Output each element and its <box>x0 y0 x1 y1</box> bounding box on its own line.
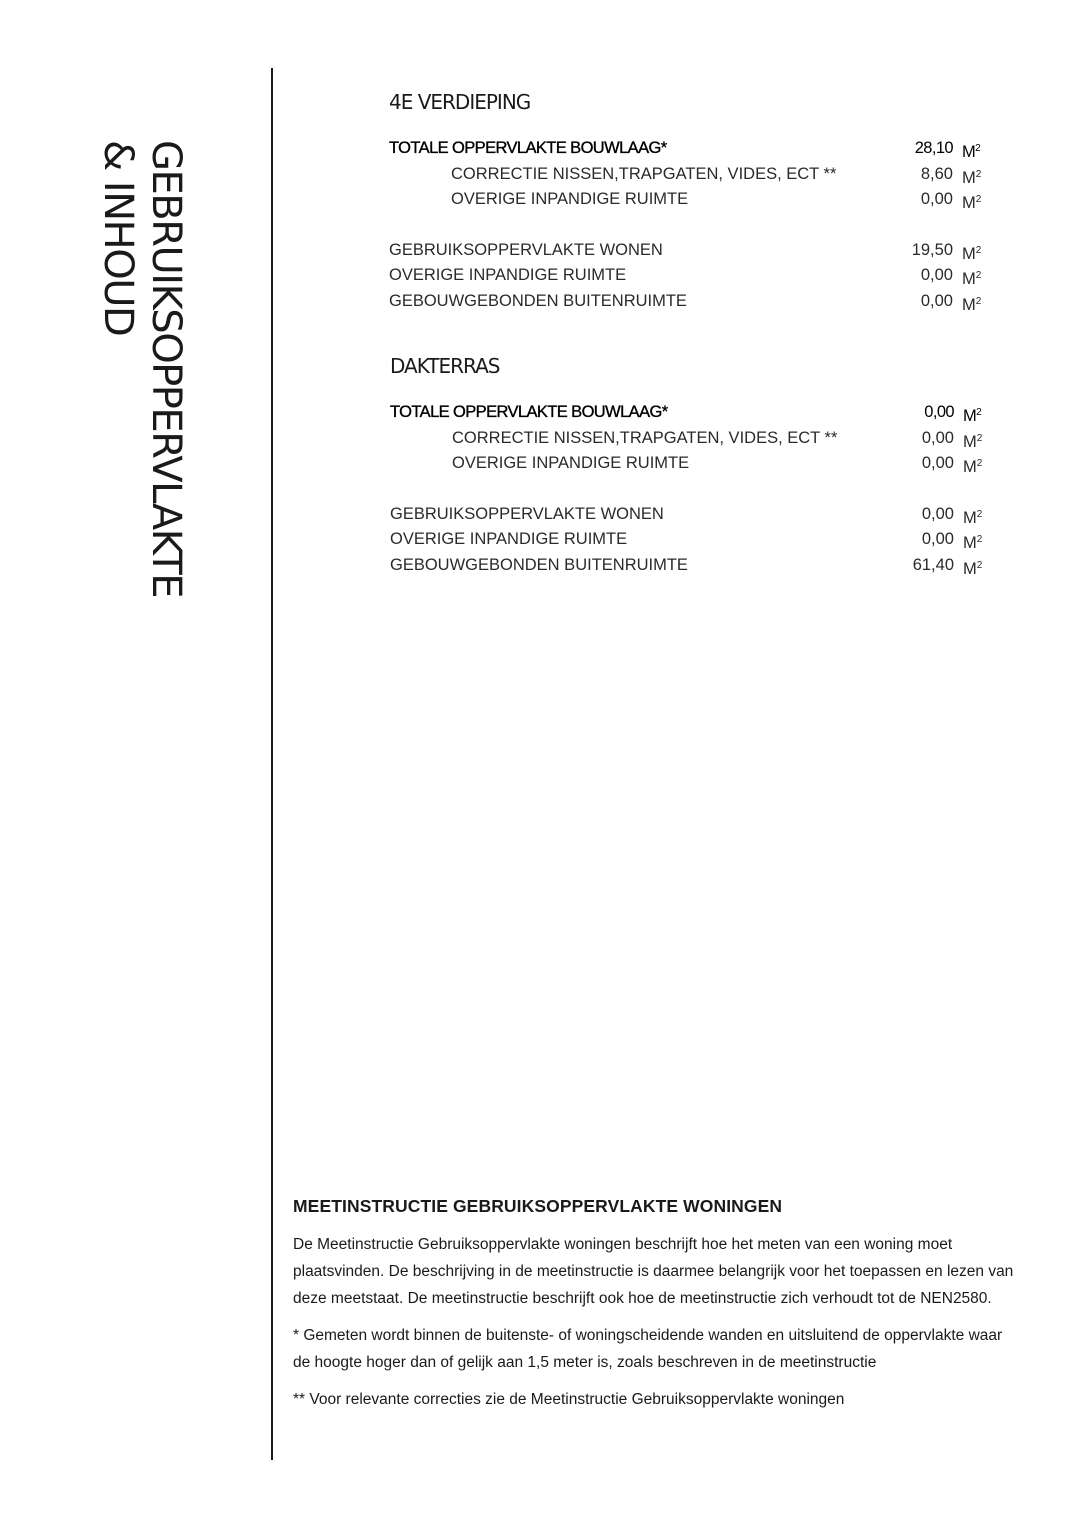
side-title-line1: GEBRUIKSOPPERVLAKTE <box>143 140 189 598</box>
table-row <box>389 136 989 162</box>
row-label: GEBRUIKSOPPERVLAKTE WONEN <box>390 504 664 523</box>
row-label: GEBOUWGEBONDEN BUITENRUIMTE <box>389 291 687 310</box>
row-value: 28,10 <box>914 139 953 157</box>
table-row <box>390 451 990 477</box>
row-unit: $M^2$ <box>962 295 982 314</box>
table-row <box>389 238 989 264</box>
row-label: OVERIGE INPANDIGE RUIMTE <box>389 266 627 284</box>
row-unit: $M^2$ <box>963 407 982 425</box>
row-unit: $M^2$ <box>963 432 983 451</box>
side-title-line2: & INHOUD <box>95 140 141 336</box>
section-heading: 4E VERDIEPING <box>389 90 531 114</box>
table-row <box>389 187 989 213</box>
vertical-divider <box>271 68 273 1460</box>
row-unit: $M^2$ <box>962 194 982 212</box>
instruction-footnote-1: * Gemeten wordt binnen de buitenste- of woningscheidende wanden en uitsluitend de oppervlakte waar de hoogte hoger dan of gelijk aan 1,5 meter is, zoals beschreven in de meetinstructie <box>293 1327 1003 1371</box>
row-unit: $M^2$ <box>963 534 983 552</box>
row-label: CORRECTIE NISSEN,TRAPGATEN, VIDES, ECT ** <box>451 164 837 183</box>
row-unit: $M^2$ <box>962 168 982 187</box>
row-label: OVERIGE INPANDIGE RUIMTE <box>390 530 628 548</box>
row-value: 0,00 <box>921 454 954 472</box>
row-label: GEBOUWGEBONDEN BUITENRUIMTE <box>390 555 688 574</box>
instruction-title: MEETINSTRUCTIE GEBRUIKSOPPERVLAKTE WONINGEN <box>293 1196 783 1216</box>
row-value: 0,00 <box>924 403 954 421</box>
table-row <box>389 289 989 315</box>
row-value: 0,00 <box>921 504 954 523</box>
row-unit: $M^2$ <box>963 458 983 476</box>
table-row <box>390 502 990 528</box>
row-unit: $M^2$ <box>963 559 983 578</box>
table-row <box>390 400 990 426</box>
row-label: TOTALE OPPERVLAKTE BOUWLAAG* <box>389 139 667 157</box>
section-4e-verdieping <box>389 87 989 314</box>
row-value: 0,00 <box>920 266 953 284</box>
row-value: 0,00 <box>920 291 953 310</box>
row-label: CORRECTIE NISSEN,TRAPGATEN, VIDES, ECT ** <box>452 428 838 447</box>
row-label: OVERIGE INPANDIGE RUIMTE <box>452 454 690 472</box>
instruction-footnote-2: ** Voor relevante correcties zie de Meetinstructie Gebruiksoppervlakte woningen <box>293 1391 845 1408</box>
row-value: 8,60 <box>920 164 953 183</box>
row-label: OVERIGE INPANDIGE RUIMTE <box>451 190 689 208</box>
instruction-paragraph: De Meetinstructie Gebruiksoppervlakte woningen beschrijft hoe het meten van een woning moet plaatsvinden. De beschrijving in de meetinstructie is daarmee belangrijk voor het toepassen en lezen van deze meetstaat. De meetinstructie beschrijft ook hoe de meetinstructie zich verhoudt tot de NEN2580. <box>293 1236 1014 1307</box>
row-value: 61,40 <box>912 555 954 574</box>
table-row <box>390 426 990 452</box>
table-row <box>390 553 990 579</box>
row-value: 0,00 <box>920 190 953 208</box>
table-row <box>389 263 989 289</box>
row-label: TOTALE OPPERVLAKTE BOUWLAAG* <box>390 403 668 421</box>
row-label: GEBRUIKSOPPERVLAKTE WONEN <box>389 240 663 259</box>
row-value: 19,50 <box>911 240 953 259</box>
row-unit: $M^2$ <box>962 143 981 161</box>
side-title <box>95 140 194 670</box>
table-row <box>389 162 989 188</box>
section-heading: DAKTERRAS <box>390 354 500 378</box>
row-value: 0,00 <box>921 428 954 447</box>
row-unit: $M^2$ <box>962 270 982 288</box>
row-value: 0,00 <box>921 530 954 548</box>
row-unit: $M^2$ <box>962 244 982 263</box>
table-row <box>390 527 990 553</box>
measurement-instruction <box>293 1196 1023 1423</box>
section-dakterras <box>390 351 990 578</box>
row-unit: $M^2$ <box>963 508 983 527</box>
